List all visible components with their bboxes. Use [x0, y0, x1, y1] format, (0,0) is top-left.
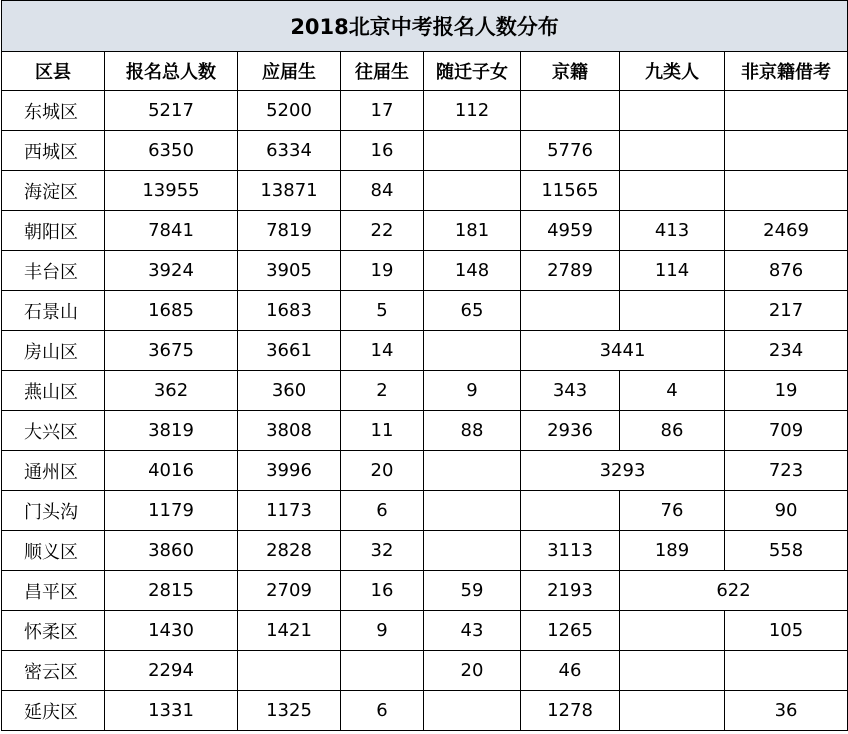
- cell-nine: [620, 91, 725, 131]
- cell-migrant: 43: [424, 611, 521, 651]
- cell-total: 13955: [105, 171, 238, 211]
- cell-district: 密云区: [2, 651, 105, 691]
- cell-fresh: 1325: [238, 691, 341, 731]
- cell-nine: [620, 171, 725, 211]
- cell-migrant: [424, 451, 521, 491]
- cell-repeat: 11: [341, 411, 424, 451]
- cell-nonlocal: 2469: [725, 211, 848, 251]
- cell-total: 1179: [105, 491, 238, 531]
- header-nine: 九类人: [620, 52, 725, 91]
- table-row: [2, 651, 848, 691]
- cell-migrant: 59: [424, 571, 521, 611]
- header-fresh: 应届生: [238, 52, 341, 91]
- cell-beijing-nine: 3293: [521, 451, 725, 491]
- cell-migrant: 181: [424, 211, 521, 251]
- table-row: [2, 91, 848, 131]
- cell-nonlocal: 90: [725, 491, 848, 531]
- cell-migrant: [424, 491, 521, 531]
- cell-migrant: 65: [424, 291, 521, 331]
- header-repeat: 往届生: [341, 52, 424, 91]
- cell-district: 西城区: [2, 131, 105, 171]
- cell-total: 2294: [105, 651, 238, 691]
- cell-nine: 86: [620, 411, 725, 451]
- cell-nine: 4: [620, 371, 725, 411]
- table-row: [2, 451, 848, 491]
- cell-total: 2815: [105, 571, 238, 611]
- cell-district: 石景山: [2, 291, 105, 331]
- cell-district: 燕山区: [2, 371, 105, 411]
- cell-nonlocal: 19: [725, 371, 848, 411]
- cell-nonlocal: 36: [725, 691, 848, 731]
- cell-total: 5217: [105, 91, 238, 131]
- cell-beijing: 1278: [521, 691, 620, 731]
- table-row: [2, 611, 848, 651]
- cell-total: 1430: [105, 611, 238, 651]
- cell-beijing-nine: 3441: [521, 331, 725, 371]
- cell-repeat: 9: [341, 611, 424, 651]
- table-row: [2, 531, 848, 571]
- cell-district: 怀柔区: [2, 611, 105, 651]
- cell-repeat: 16: [341, 131, 424, 171]
- cell-beijing: 3113: [521, 531, 620, 571]
- header-migrant: 随迁子女: [424, 52, 521, 91]
- cell-district: 东城区: [2, 91, 105, 131]
- cell-district: 顺义区: [2, 531, 105, 571]
- cell-fresh: 6334: [238, 131, 341, 171]
- cell-beijing: 11565: [521, 171, 620, 211]
- cell-district: 昌平区: [2, 571, 105, 611]
- header-nonlocal: 非京籍借考: [725, 52, 848, 91]
- cell-total: 1331: [105, 691, 238, 731]
- cell-nonlocal: [725, 651, 848, 691]
- table-row: [2, 411, 848, 451]
- cell-total: 362: [105, 371, 238, 411]
- cell-nine: [620, 691, 725, 731]
- cell-total: 3924: [105, 251, 238, 291]
- table-row: [2, 491, 848, 531]
- cell-nine: [620, 651, 725, 691]
- cell-migrant: 88: [424, 411, 521, 451]
- cell-total: 3860: [105, 531, 238, 571]
- cell-nonlocal: 876: [725, 251, 848, 291]
- cell-total: 4016: [105, 451, 238, 491]
- cell-district: 延庆区: [2, 691, 105, 731]
- cell-fresh: 1173: [238, 491, 341, 531]
- table-row: [2, 371, 848, 411]
- cell-repeat: 22: [341, 211, 424, 251]
- cell-district: 大兴区: [2, 411, 105, 451]
- cell-district: 朝阳区: [2, 211, 105, 251]
- cell-fresh: 3905: [238, 251, 341, 291]
- cell-total: 1685: [105, 291, 238, 331]
- cell-beijing: 2789: [521, 251, 620, 291]
- cell-migrant: 148: [424, 251, 521, 291]
- cell-district: 通州区: [2, 451, 105, 491]
- cell-repeat: 14: [341, 331, 424, 371]
- cell-migrant: [424, 331, 521, 371]
- table-title: 2018北京中考报名人数分布: [2, 1, 848, 52]
- cell-total: 7841: [105, 211, 238, 251]
- cell-repeat: 20: [341, 451, 424, 491]
- cell-repeat: 5: [341, 291, 424, 331]
- cell-repeat: 6: [341, 691, 424, 731]
- cell-beijing: 1265: [521, 611, 620, 651]
- cell-fresh: 2828: [238, 531, 341, 571]
- cell-fresh: 5200: [238, 91, 341, 131]
- cell-migrant: 20: [424, 651, 521, 691]
- cell-total: 6350: [105, 131, 238, 171]
- cell-nonlocal: [725, 131, 848, 171]
- cell-district: 海淀区: [2, 171, 105, 211]
- cell-migrant: 9: [424, 371, 521, 411]
- header-total: 报名总人数: [105, 52, 238, 91]
- cell-nonlocal: 723: [725, 451, 848, 491]
- cell-beijing: 46: [521, 651, 620, 691]
- cell-nonlocal: 558: [725, 531, 848, 571]
- cell-beijing: [521, 491, 620, 531]
- table-row: [2, 251, 848, 291]
- cell-repeat: 19: [341, 251, 424, 291]
- cell-district: 房山区: [2, 331, 105, 371]
- cell-nine: [620, 131, 725, 171]
- cell-migrant: [424, 531, 521, 571]
- cell-nine: 76: [620, 491, 725, 531]
- cell-fresh: 360: [238, 371, 341, 411]
- enrollment-table: [1, 0, 848, 731]
- cell-fresh: 1421: [238, 611, 341, 651]
- header-beijing: 京籍: [521, 52, 620, 91]
- cell-nine: [620, 611, 725, 651]
- cell-nine: 413: [620, 211, 725, 251]
- header-district: 区县: [2, 52, 105, 91]
- cell-nine: 114: [620, 251, 725, 291]
- cell-total: 3819: [105, 411, 238, 451]
- table-row: [2, 291, 848, 331]
- cell-fresh: 2709: [238, 571, 341, 611]
- cell-total: 3675: [105, 331, 238, 371]
- cell-nonlocal: [725, 91, 848, 131]
- header-row: [2, 52, 848, 91]
- cell-beijing: 2936: [521, 411, 620, 451]
- cell-nonlocal: 709: [725, 411, 848, 451]
- cell-nonlocal: 105: [725, 611, 848, 651]
- cell-fresh: 3808: [238, 411, 341, 451]
- table-row: [2, 571, 848, 611]
- cell-migrant: [424, 691, 521, 731]
- cell-repeat: 6: [341, 491, 424, 531]
- cell-beijing: [521, 91, 620, 131]
- cell-repeat: 16: [341, 571, 424, 611]
- table-row: [2, 131, 848, 171]
- cell-beijing: 2193: [521, 571, 620, 611]
- cell-beijing: 5776: [521, 131, 620, 171]
- cell-repeat: 2: [341, 371, 424, 411]
- cell-repeat: 84: [341, 171, 424, 211]
- cell-repeat: [341, 651, 424, 691]
- cell-nonlocal: 217: [725, 291, 848, 331]
- cell-fresh: 3661: [238, 331, 341, 371]
- table-row: [2, 691, 848, 731]
- cell-beijing: 343: [521, 371, 620, 411]
- cell-nonlocal: 234: [725, 331, 848, 371]
- table-row: [2, 211, 848, 251]
- cell-nine: [620, 291, 725, 331]
- cell-fresh: 3996: [238, 451, 341, 491]
- cell-fresh: [238, 651, 341, 691]
- cell-repeat: 32: [341, 531, 424, 571]
- cell-district: 门头沟: [2, 491, 105, 531]
- cell-fresh: 7819: [238, 211, 341, 251]
- cell-beijing: [521, 291, 620, 331]
- cell-migrant: 112: [424, 91, 521, 131]
- cell-fresh: 1683: [238, 291, 341, 331]
- cell-migrant: [424, 131, 521, 171]
- cell-fresh: 13871: [238, 171, 341, 211]
- cell-nine-nonlocal: 622: [620, 571, 848, 611]
- cell-district: 丰台区: [2, 251, 105, 291]
- cell-repeat: 17: [341, 91, 424, 131]
- cell-nine: 189: [620, 531, 725, 571]
- table-row: [2, 171, 848, 211]
- cell-nonlocal: [725, 171, 848, 211]
- table-row: [2, 331, 848, 371]
- cell-migrant: [424, 171, 521, 211]
- cell-beijing: 4959: [521, 211, 620, 251]
